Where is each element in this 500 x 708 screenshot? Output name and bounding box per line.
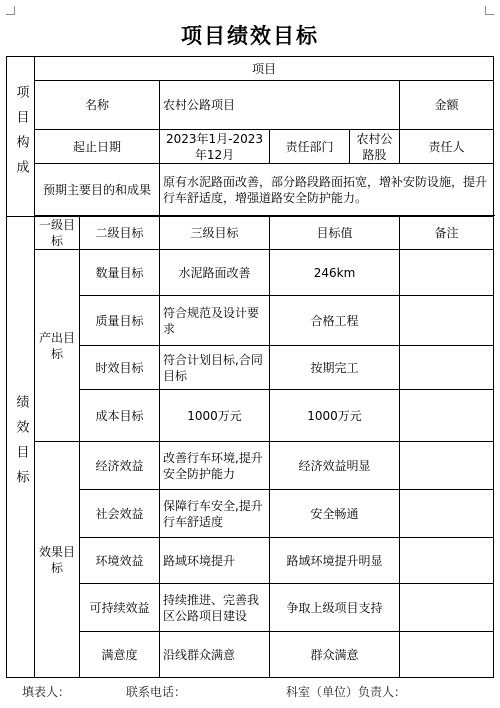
- output-level3: 1000万元: [160, 390, 270, 442]
- content-value: 原有水泥路面改善，部分路段路面拓宽，增补安防设施，提升行车舒适度，增强道路安全防护能力。: [160, 164, 494, 216]
- effect-level3: 保障行车安全,提升行车舒适度: [160, 490, 270, 538]
- output-value: 合格工程: [270, 296, 400, 346]
- output-note: [400, 250, 494, 296]
- amount-label: 金额: [400, 81, 494, 130]
- effect-level3: 沿线群众满意: [160, 632, 270, 678]
- output-level3: 符合计划目标,合同目标: [160, 346, 270, 390]
- effect-note: [400, 442, 494, 490]
- header-value: 目标值: [270, 217, 400, 250]
- effect-value: 安全畅通: [270, 490, 400, 538]
- header-level2: 二级目标: [80, 217, 160, 250]
- output-goal-label: 产出目标: [35, 250, 80, 442]
- dept-label: 责任部门: [270, 130, 350, 164]
- effect-note: [400, 538, 494, 584]
- filler-label: 填表人：: [22, 685, 71, 699]
- output-note: [400, 390, 494, 442]
- name-label: 名称: [35, 81, 160, 130]
- crop-mark-top-left: [6, 6, 15, 15]
- output-level3: 水泥路面改善: [160, 250, 270, 296]
- effect-level2: 环境效益: [80, 538, 160, 584]
- effect-value: 群众满意: [270, 632, 400, 678]
- output-value: 246km: [270, 250, 400, 296]
- page-title: 项目绩效目标: [181, 23, 319, 48]
- effect-value: 争取上级项目支持: [270, 584, 400, 632]
- effect-level2: 社会效益: [80, 490, 160, 538]
- header-level3: 三级目标: [160, 217, 270, 250]
- output-level3: 符合规范及设计要求: [160, 296, 270, 346]
- output-note: [400, 346, 494, 390]
- output-level2: 时效目标: [80, 346, 160, 390]
- crop-mark-top-right: [485, 6, 494, 15]
- performance-goal-table: [6, 56, 494, 678]
- output-level2: 成本目标: [80, 390, 160, 442]
- header-level1: 一级目标: [35, 217, 80, 250]
- content-label: 预期主要目的和成果: [35, 164, 160, 216]
- output-value: 1000万元: [270, 390, 400, 442]
- office-head-label: 科室（单位）负责人：: [286, 685, 407, 699]
- output-level2: 质量目标: [80, 296, 160, 346]
- name-value: 农村公路项目: [160, 81, 400, 130]
- effect-level3: 路域环境提升: [160, 538, 270, 584]
- effect-level2: 满意度: [80, 632, 160, 678]
- period-value: 2023年1月-2023年12月: [160, 130, 270, 164]
- output-level2: 数量目标: [80, 250, 160, 296]
- phone-label: 联系电话：: [126, 685, 187, 699]
- effect-goal-label: 效果目标: [35, 442, 80, 678]
- effect-level2: 可持续效益: [80, 584, 160, 632]
- person-label: 责任人: [400, 130, 494, 164]
- effect-note: [400, 632, 494, 678]
- effect-note: [400, 490, 494, 538]
- composition-header: 项目: [35, 57, 494, 81]
- effect-level3: 改善行车环境,提升安全防护能力: [160, 442, 270, 490]
- dept-value: 农村公路股: [350, 130, 400, 164]
- composition-side-label: 项目构成: [7, 57, 35, 217]
- period-label: 起止日期: [35, 130, 160, 164]
- effect-value: 路域环境提升明显: [270, 538, 400, 584]
- output-note: [400, 296, 494, 346]
- effect-level3: 持续推进、完善我区公路项目建设: [160, 584, 270, 632]
- footer-signature-line: [0, 683, 500, 703]
- output-value: 按期完工: [270, 346, 400, 390]
- effect-level2: 经济效益: [80, 442, 160, 490]
- effect-note: [400, 584, 494, 632]
- header-note: 备注: [400, 217, 494, 250]
- effect-value: 经济效益明显: [270, 442, 400, 490]
- performance-side-label: 绩效目标: [7, 217, 35, 678]
